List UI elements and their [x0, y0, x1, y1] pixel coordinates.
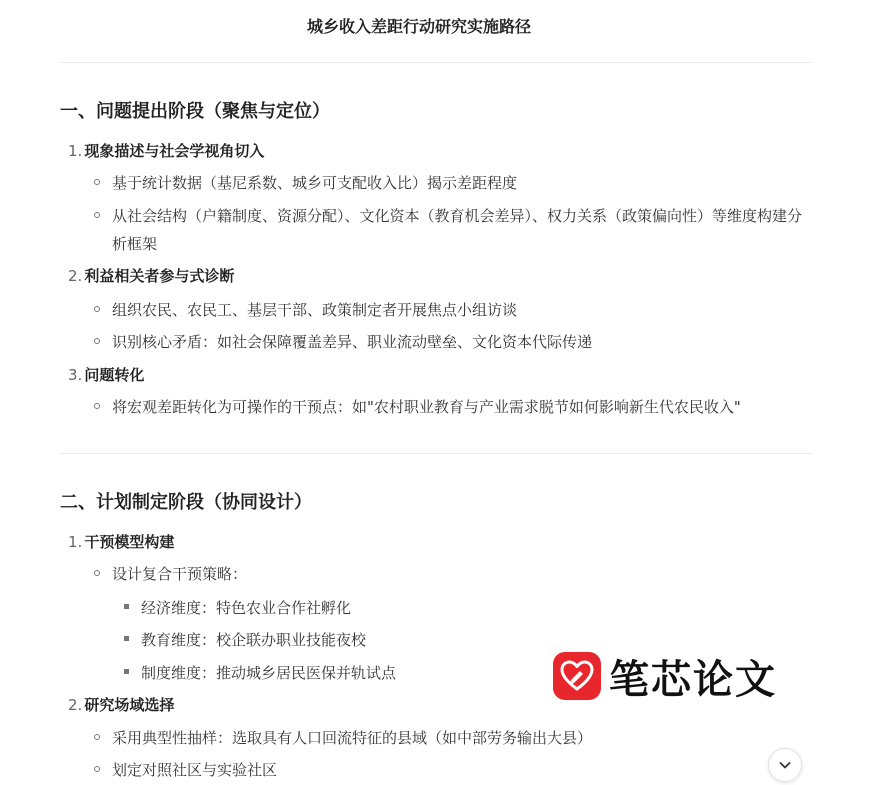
item-number: 2.	[68, 267, 83, 285]
divider	[60, 453, 812, 454]
brand-logo	[553, 651, 777, 701]
item-label: 干预模型构建	[84, 533, 175, 551]
circle-bullet-icon	[94, 306, 100, 312]
page-title: 城乡收入差距行动研究实施路径	[306, 17, 531, 36]
bullet-item: 采用典型性抽样：选取具有人口回流特征的县域（如中部劳务输出大县）	[94, 724, 592, 752]
heart-pen-logo-icon	[553, 652, 601, 700]
section-heading-2: 二、计划制定阶段（协同设计）	[60, 492, 312, 513]
bullet-item: 从社会结构（户籍制度、资源分配）、文化资本（教育机会差异）、权力关系（政策偏向性）等维度构建分析框架	[94, 202, 812, 258]
circle-bullet-icon	[94, 403, 100, 409]
bullet-item: 设计复合干预策略：	[94, 560, 247, 588]
bullet-item: 划定对照社区与实验社区	[94, 756, 277, 784]
item-number: 3.	[68, 366, 83, 384]
bullet-item: 组织农民、农民工、基层干部、政策制定者开展焦点小组访谈	[94, 296, 517, 324]
circle-bullet-icon	[94, 338, 100, 344]
circle-bullet-icon	[94, 766, 100, 772]
item-number: 2.	[68, 696, 83, 714]
item-label: 问题转化	[84, 366, 145, 384]
item-label: 现象描述与社会学视角切入	[84, 142, 265, 160]
bullet-item: 将宏观差距转化为可操作的干预点：如"农村职业教育与产业需求脱节如何影响新生代农民收入"	[94, 393, 741, 421]
circle-bullet-icon	[94, 179, 100, 185]
square-bullet-icon	[124, 669, 129, 674]
logo-text: 笔芯论文	[609, 656, 777, 703]
circle-bullet-icon	[94, 212, 100, 218]
list-item-2-1	[68, 531, 174, 552]
divider	[60, 62, 812, 63]
bullet-item: 基于统计数据（基尼系数、城乡可支配收入比）揭示差距程度	[94, 169, 517, 197]
item-label: 研究场域选择	[84, 696, 175, 714]
item-number: 1.	[68, 142, 83, 160]
bullet-item: 识别核心矛盾：如社会保障覆盖差异、职业流动壁垒、文化资本代际传递	[94, 328, 592, 356]
list-item-2-2	[68, 694, 174, 715]
item-number: 1.	[68, 533, 83, 551]
list-item-1-1	[68, 140, 264, 161]
circle-bullet-icon	[94, 734, 100, 740]
item-label: 利益相关者参与式诊断	[84, 267, 235, 285]
square-bullet-icon	[124, 604, 129, 609]
section-heading-1: 一、问题提出阶段（聚焦与定位）	[60, 101, 330, 122]
square-bullet-icon	[124, 636, 129, 641]
scroll-down-button[interactable]	[768, 748, 802, 782]
chevron-down-icon	[778, 758, 792, 772]
circle-bullet-icon	[94, 570, 100, 576]
sub-bullet-item: 经济维度：特色农业合作社孵化	[124, 597, 351, 618]
list-item-1-3	[68, 364, 144, 385]
list-item-1-2	[68, 265, 234, 286]
sub-bullet-item: 制度维度：推动城乡居民医保并轨试点	[124, 662, 396, 683]
sub-bullet-item: 教育维度：校企联办职业技能夜校	[124, 629, 366, 650]
